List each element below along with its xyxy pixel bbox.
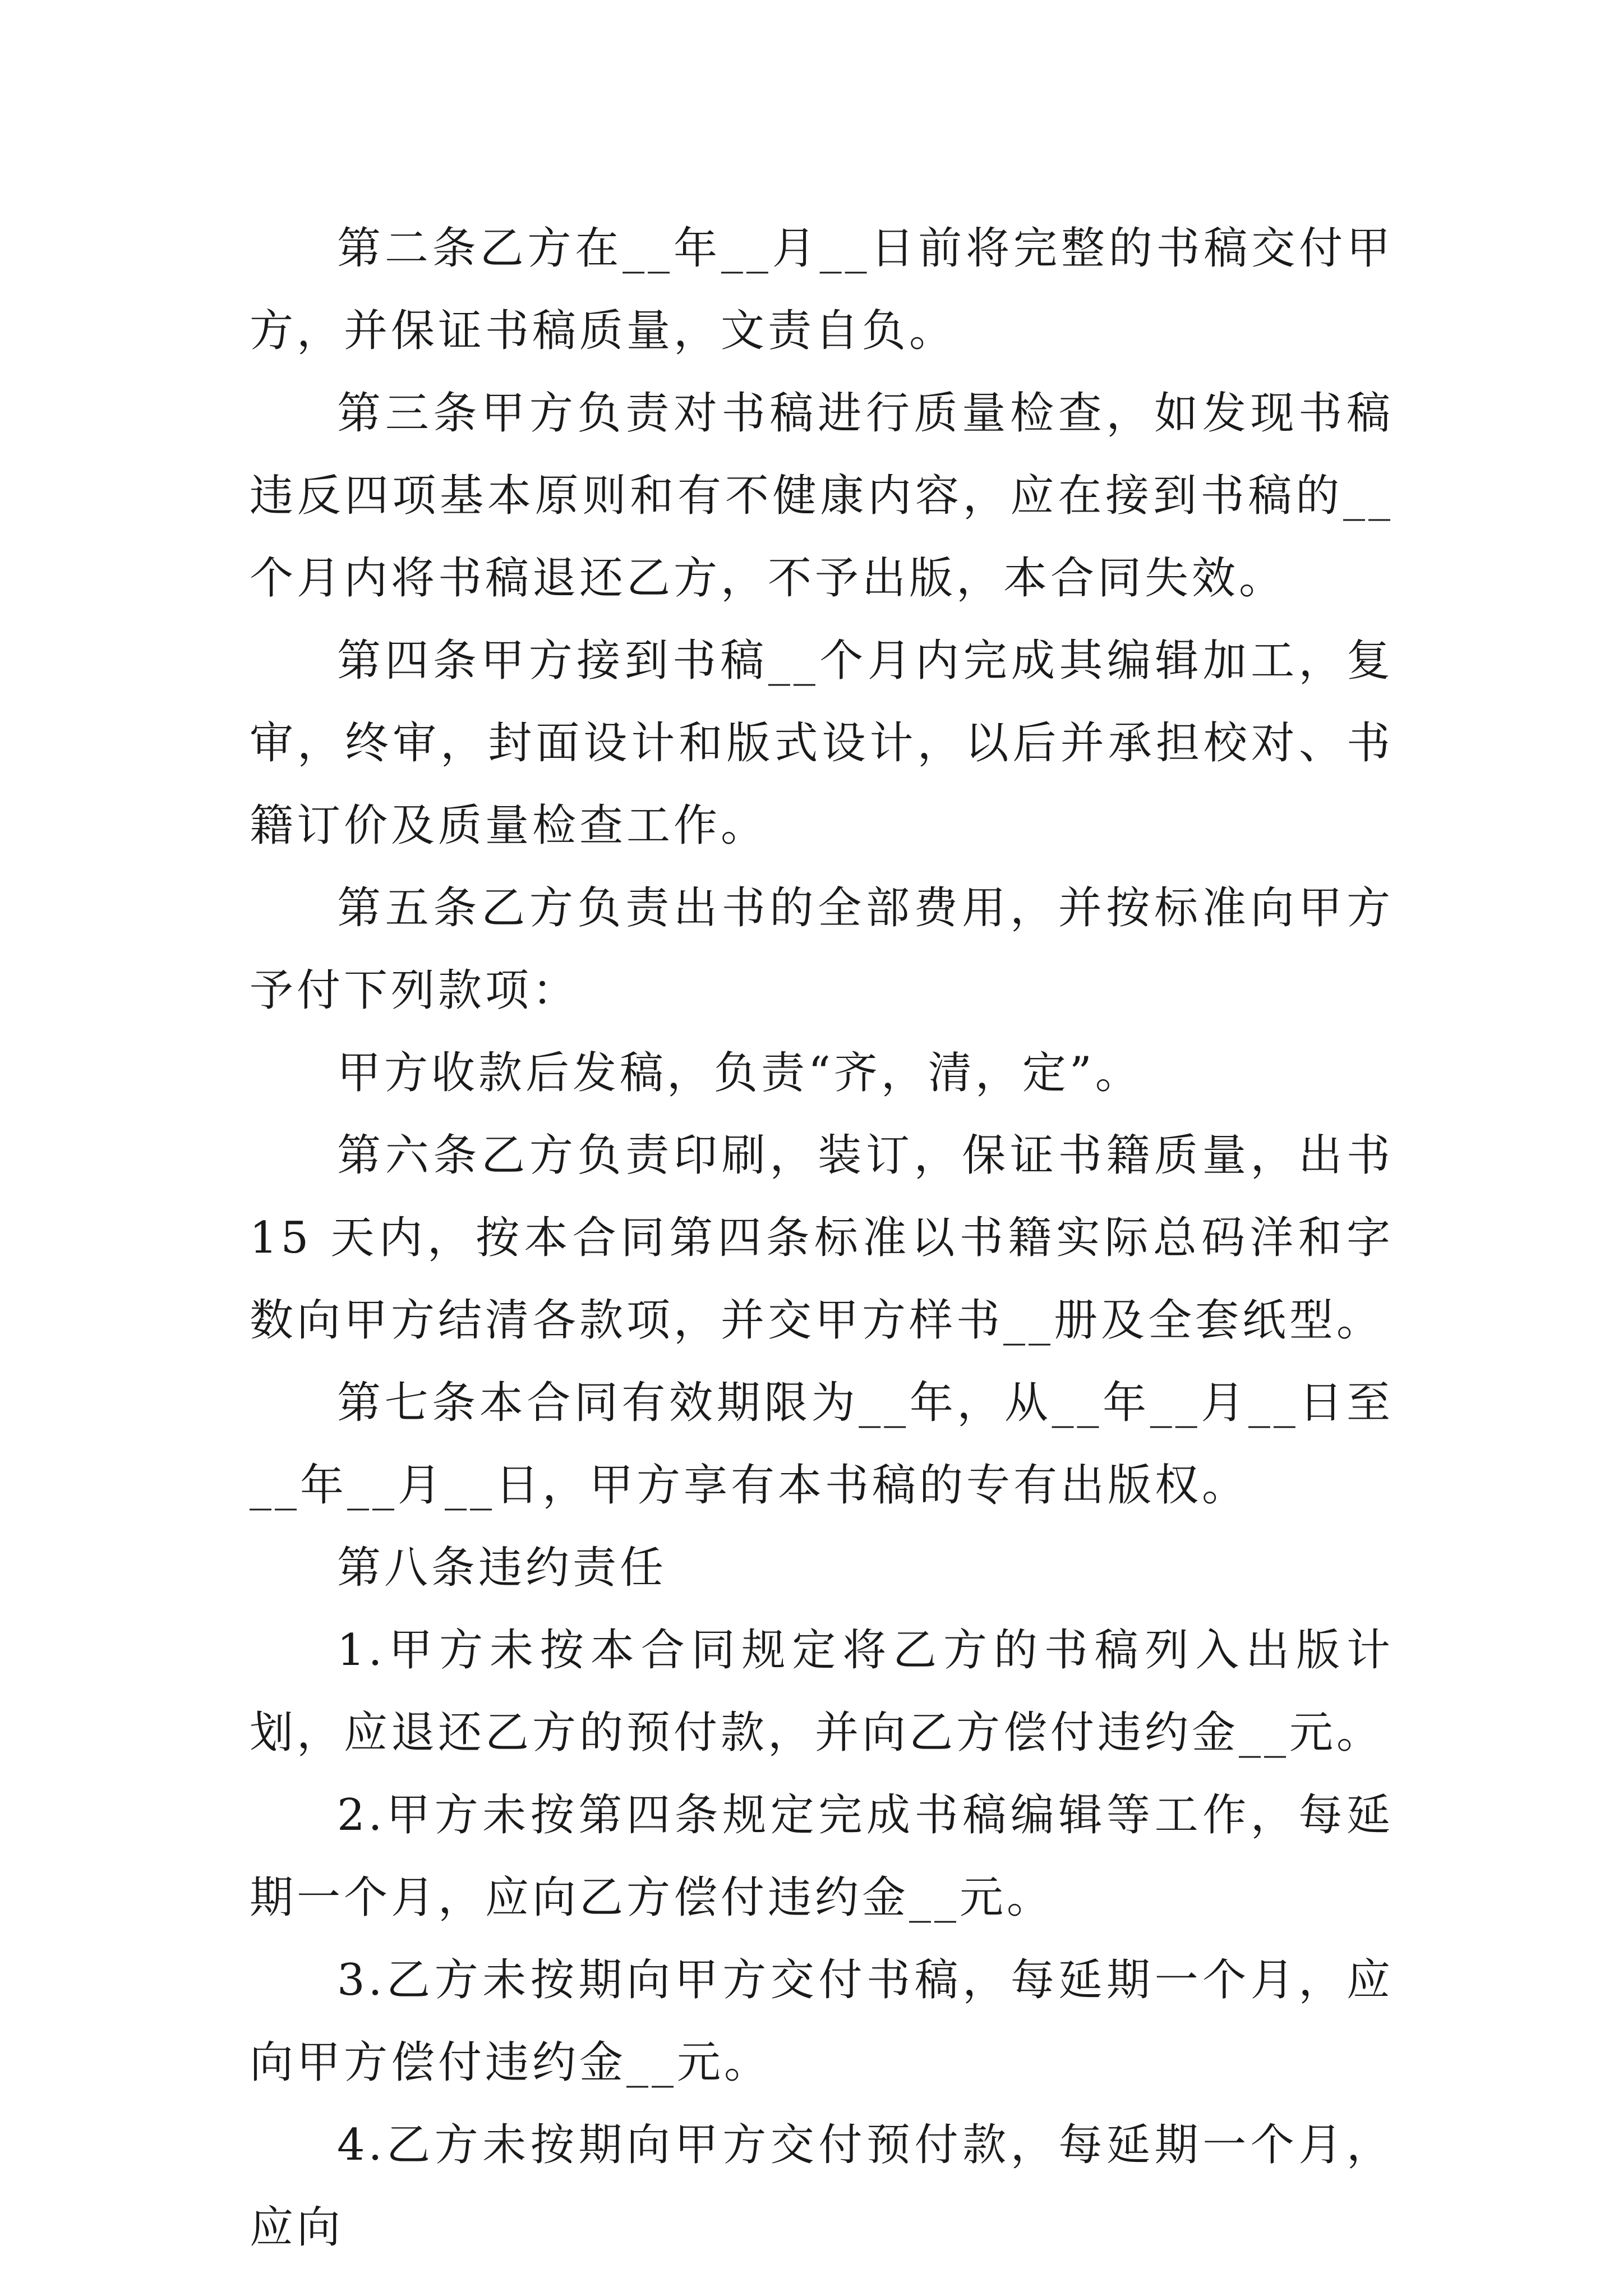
paragraph-breach-4: 4.乙方未按期向甲方交付预付款，每延期一个月，应向: [250, 2120, 1394, 2253]
paragraph-article-4: 第四条甲方接到书稿__个月内完成其编辑加工，复审，终审，封面设计和版式设计，以后并承担校对、书籍订价及质量检查工作。: [250, 636, 1394, 851]
document-body: [250, 208, 1394, 2269]
paragraph-article-6: 第六条乙方负责印刷，装订，保证书籍质量，出书 15 天内，按本合同第四条标准以书籍实际总码洋和字数向甲方结清各款项，并交甲方样书__册及全套纸型。: [250, 1130, 1394, 1346]
paragraph-breach-2: 2.甲方未按第四条规定完成书稿编辑等工作，每延期一个月，应向乙方偿付违约金__元。: [250, 1790, 1394, 1923]
paragraph-article-5: 第五条乙方负责出书的全部费用，并按标准向甲方予付下列款项：: [250, 883, 1394, 1016]
paragraph-article-3: 第三条甲方负责对书稿进行质量检查，如发现书稿违反四项基本原则和有不健康内容，应在接到书稿的__个月内将书稿退还乙方，不予出版，本合同失效。: [250, 388, 1394, 604]
paragraph-article-7: 第七条本合同有效期限为__年，从__年__月__日至__年__月__日，甲方享有本书稿的专有出版权。: [250, 1378, 1394, 1511]
paragraph-article-8-heading: 第八条违约责任: [337, 1543, 667, 1593]
paragraph-breach-3: 3.乙方未按期向甲方交付书稿，每延期一个月，应向甲方偿付违约金__元。: [250, 1955, 1394, 2088]
paragraph-payment-note: 甲方收款后发稿，负责“齐，清，定”。: [337, 1048, 1142, 1098]
paragraph-article-2: 第二条乙方在__年__月__日前将完整的书稿交付甲方，并保证书稿质量，文责自负。: [250, 223, 1394, 356]
paragraph-breach-1: 1.甲方未按本合同规定将乙方的书稿列入出版计划，应退还乙方的预付款，并向乙方偿付违约金__元。: [250, 1625, 1394, 1758]
